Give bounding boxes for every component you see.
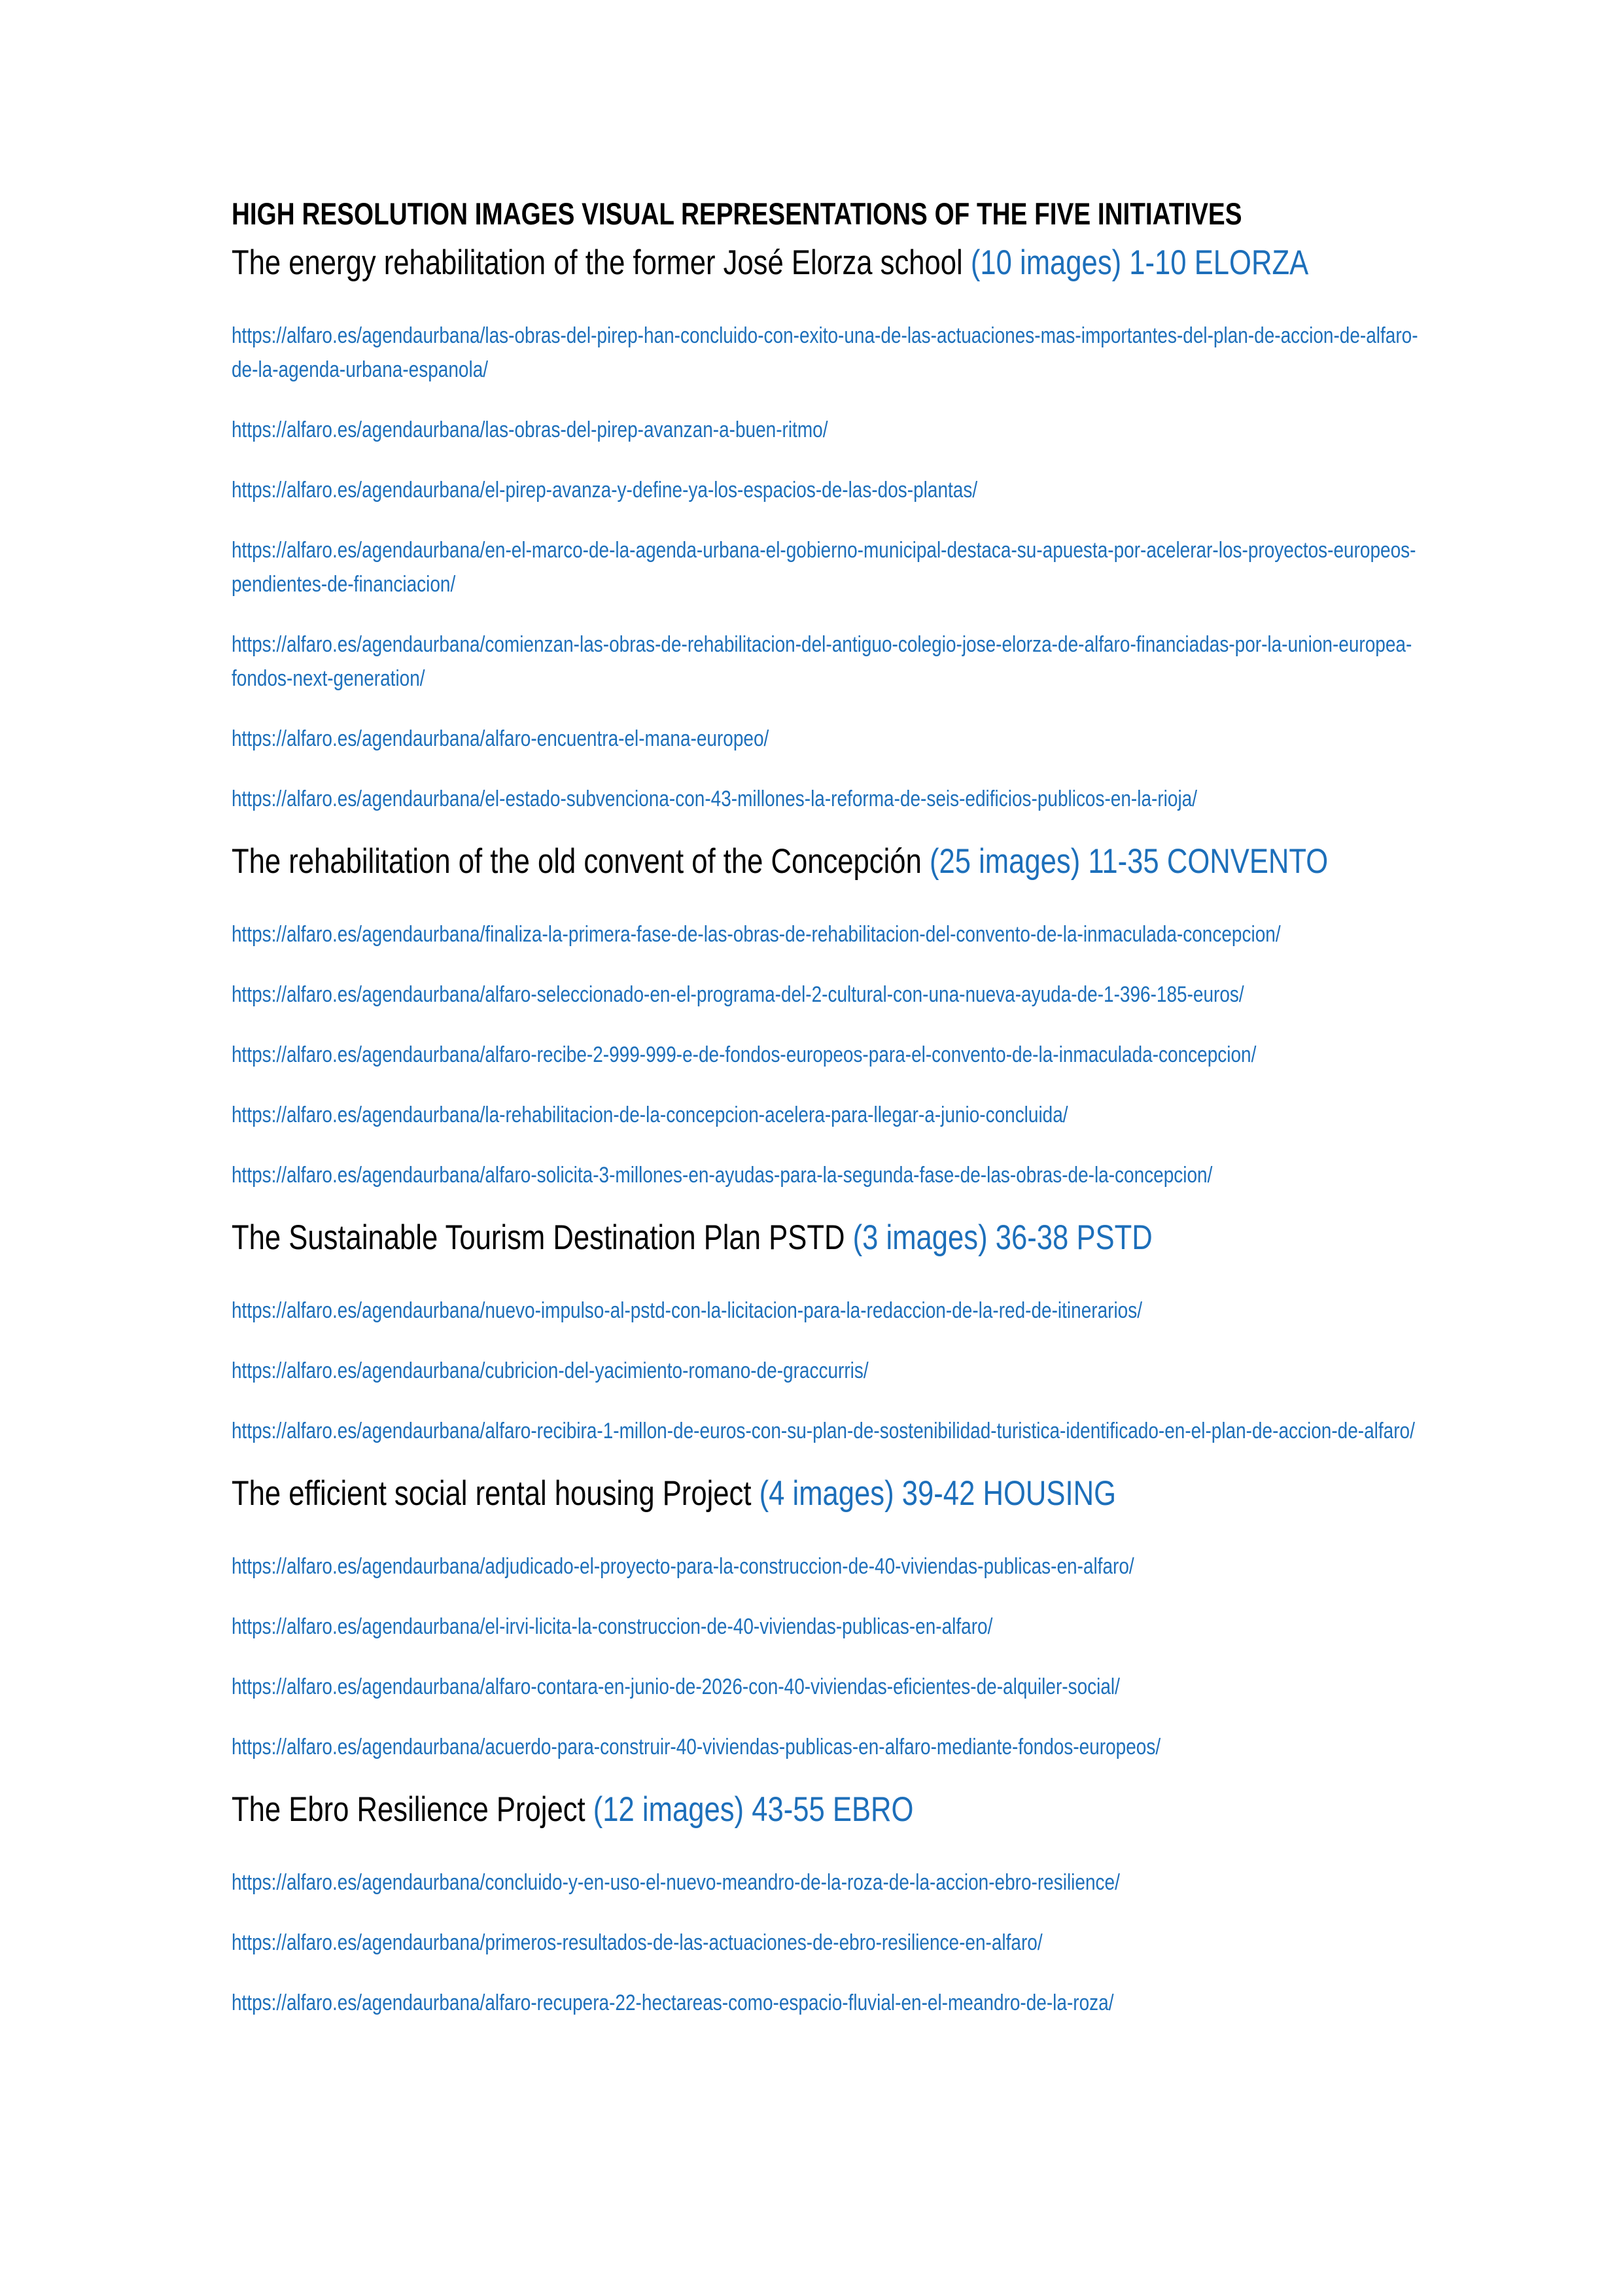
document-content xyxy=(232,194,1422,2046)
article-link[interactable]: https://alfaro.es/agendaurbana/en-el-marco-de-la-agenda-urbana-el-gobierno-municipal-destaca-su-apuesta-por-acelerar-los-proyectos-europeos-pendientes-de-financiacion/ xyxy=(232,538,1416,597)
document-section xyxy=(232,1218,1422,1448)
article-link[interactable]: https://alfaro.es/agendaurbana/el-pirep-avanza-y-define-ya-los-espacios-de-las-dos-plantas/ xyxy=(232,478,978,503)
section-link-list xyxy=(232,1549,1422,1764)
section-heading-text: The Sustainable Tourism Destination Plan PSTD xyxy=(232,1218,845,1257)
article-link[interactable]: https://alfaro.es/agendaurbana/finaliza-la-primera-fase-de-las-obras-de-rehabilitacion-del-convento-de-la-inmaculada-concepcion/ xyxy=(232,922,1281,947)
article-link[interactable]: https://alfaro.es/agendaurbana/comienzan-las-obras-de-rehabilitacion-del-antiguo-colegio-jose-elorza-de-alfaro-financiadas-por-la-union-europea-fondos-next-generation/ xyxy=(232,632,1412,691)
article-link[interactable]: https://alfaro.es/agendaurbana/primeros-resultados-de-las-actuaciones-de-ebro-resilience-en-alfaro/ xyxy=(232,1930,1043,1955)
section-heading-text: The rehabilitation of the old convent of the Concepción xyxy=(232,842,922,881)
article-link[interactable]: https://alfaro.es/agendaurbana/alfaro-recibe-2-999-999-e-de-fondos-europeos-para-el-convento-de-la-inmaculada-concepcion/ xyxy=(232,1042,1257,1067)
section-heading-text: The efficient social rental housing Project xyxy=(232,1474,752,1513)
article-link[interactable]: https://alfaro.es/agendaurbana/alfaro-recibira-1-millon-de-euros-con-su-plan-de-sostenibilidad-turistica-identificado-en-el-plan-de-accion-de-alfaro/ xyxy=(232,1419,1415,1443)
article-link[interactable]: https://alfaro.es/agendaurbana/alfaro-seleccionado-en-el-programa-del-2-cultural-con-una-nueva-ayuda-de-1-396-185-euros/ xyxy=(232,982,1244,1007)
section-images-range-label: (3 images) 36-38 PSTD xyxy=(852,1218,1153,1257)
section-heading xyxy=(232,1790,1422,1829)
section-heading xyxy=(232,842,1422,881)
article-link[interactable]: https://alfaro.es/agendaurbana/alfaro-solicita-3-millones-en-ayudas-para-la-segunda-fase-de-las-obras-de-la-concepcion/ xyxy=(232,1163,1213,1188)
section-heading-text: The energy rehabilitation of the former José Elorza school xyxy=(232,243,963,282)
section-link-list xyxy=(232,1294,1422,1448)
article-link[interactable]: https://alfaro.es/agendaurbana/adjudicado-el-proyecto-para-la-construccion-de-40-viviendas-publicas-en-alfaro/ xyxy=(232,1554,1134,1579)
article-link[interactable]: https://alfaro.es/agendaurbana/nuevo-impulso-al-pstd-con-la-licitacion-para-la-redaccion-de-la-red-de-itinerarios/ xyxy=(232,1298,1143,1323)
article-link[interactable]: https://alfaro.es/agendaurbana/las-obras-del-pirep-han-concluido-con-exito-una-de-las-actuaciones-mas-importantes-del-plan-de-accion-de-alfaro-de-la-agenda-urbana-espanola/ xyxy=(232,323,1418,382)
article-link[interactable]: https://alfaro.es/agendaurbana/alfaro-recupera-22-hectareas-como-espacio-fluvial-en-el-meandro-de-la-roza/ xyxy=(232,1990,1114,2015)
section-heading xyxy=(232,243,1422,283)
article-link[interactable]: https://alfaro.es/agendaurbana/acuerdo-para-construir-40-viviendas-publicas-en-alfaro-mediante-fondos-europeos/ xyxy=(232,1735,1161,1759)
document-section xyxy=(232,842,1422,1192)
article-link[interactable]: https://alfaro.es/agendaurbana/el-estado-subvenciona-con-43-millones-la-reforma-de-seis-edificios-publicos-en-la-rioja/ xyxy=(232,786,1197,811)
section-link-list xyxy=(232,1865,1422,2020)
article-link[interactable]: https://alfaro.es/agendaurbana/la-rehabilitacion-de-la-concepcion-acelera-para-llegar-a-junio-concluida/ xyxy=(232,1103,1068,1127)
sections-container xyxy=(232,243,1422,2020)
section-images-range-label: (25 images) 11-35 CONVENTO xyxy=(929,842,1329,881)
section-images-range-label: (4 images) 39-42 HOUSING xyxy=(759,1474,1117,1513)
page-title: HIGH RESOLUTION IMAGES VISUAL REPRESENTATIONS OF THE FIVE INITIATIVES xyxy=(232,196,1242,231)
document-section xyxy=(232,1790,1422,2020)
section-heading xyxy=(232,1218,1422,1258)
article-link[interactable]: https://alfaro.es/agendaurbana/cubricion-del-yacimiento-romano-de-graccurris/ xyxy=(232,1358,869,1383)
section-heading-text: The Ebro Resilience Project xyxy=(232,1790,585,1829)
article-link[interactable]: https://alfaro.es/agendaurbana/las-obras-del-pirep-avanzan-a-buen-ritmo/ xyxy=(232,417,828,442)
section-heading xyxy=(232,1474,1422,1513)
section-images-range-label: (10 images) 1-10 ELORZA xyxy=(970,243,1309,282)
article-link[interactable]: https://alfaro.es/agendaurbana/el-irvi-licita-la-construccion-de-40-viviendas-publicas-en-alfaro/ xyxy=(232,1614,993,1639)
section-images-range-label: (12 images) 43-55 EBRO xyxy=(593,1790,914,1829)
document-section xyxy=(232,243,1422,816)
article-link[interactable]: https://alfaro.es/agendaurbana/alfaro-contara-en-junio-de-2026-con-40-viviendas-eficientes-de-alquiler-social/ xyxy=(232,1674,1120,1699)
section-link-list xyxy=(232,319,1422,816)
section-link-list xyxy=(232,917,1422,1192)
article-link[interactable]: https://alfaro.es/agendaurbana/concluido-y-en-uso-el-nuevo-meandro-de-la-roza-de-la-accion-ebro-resilience/ xyxy=(232,1870,1120,1895)
document-section xyxy=(232,1474,1422,1764)
article-link[interactable]: https://alfaro.es/agendaurbana/alfaro-encuentra-el-mana-europeo/ xyxy=(232,726,769,751)
